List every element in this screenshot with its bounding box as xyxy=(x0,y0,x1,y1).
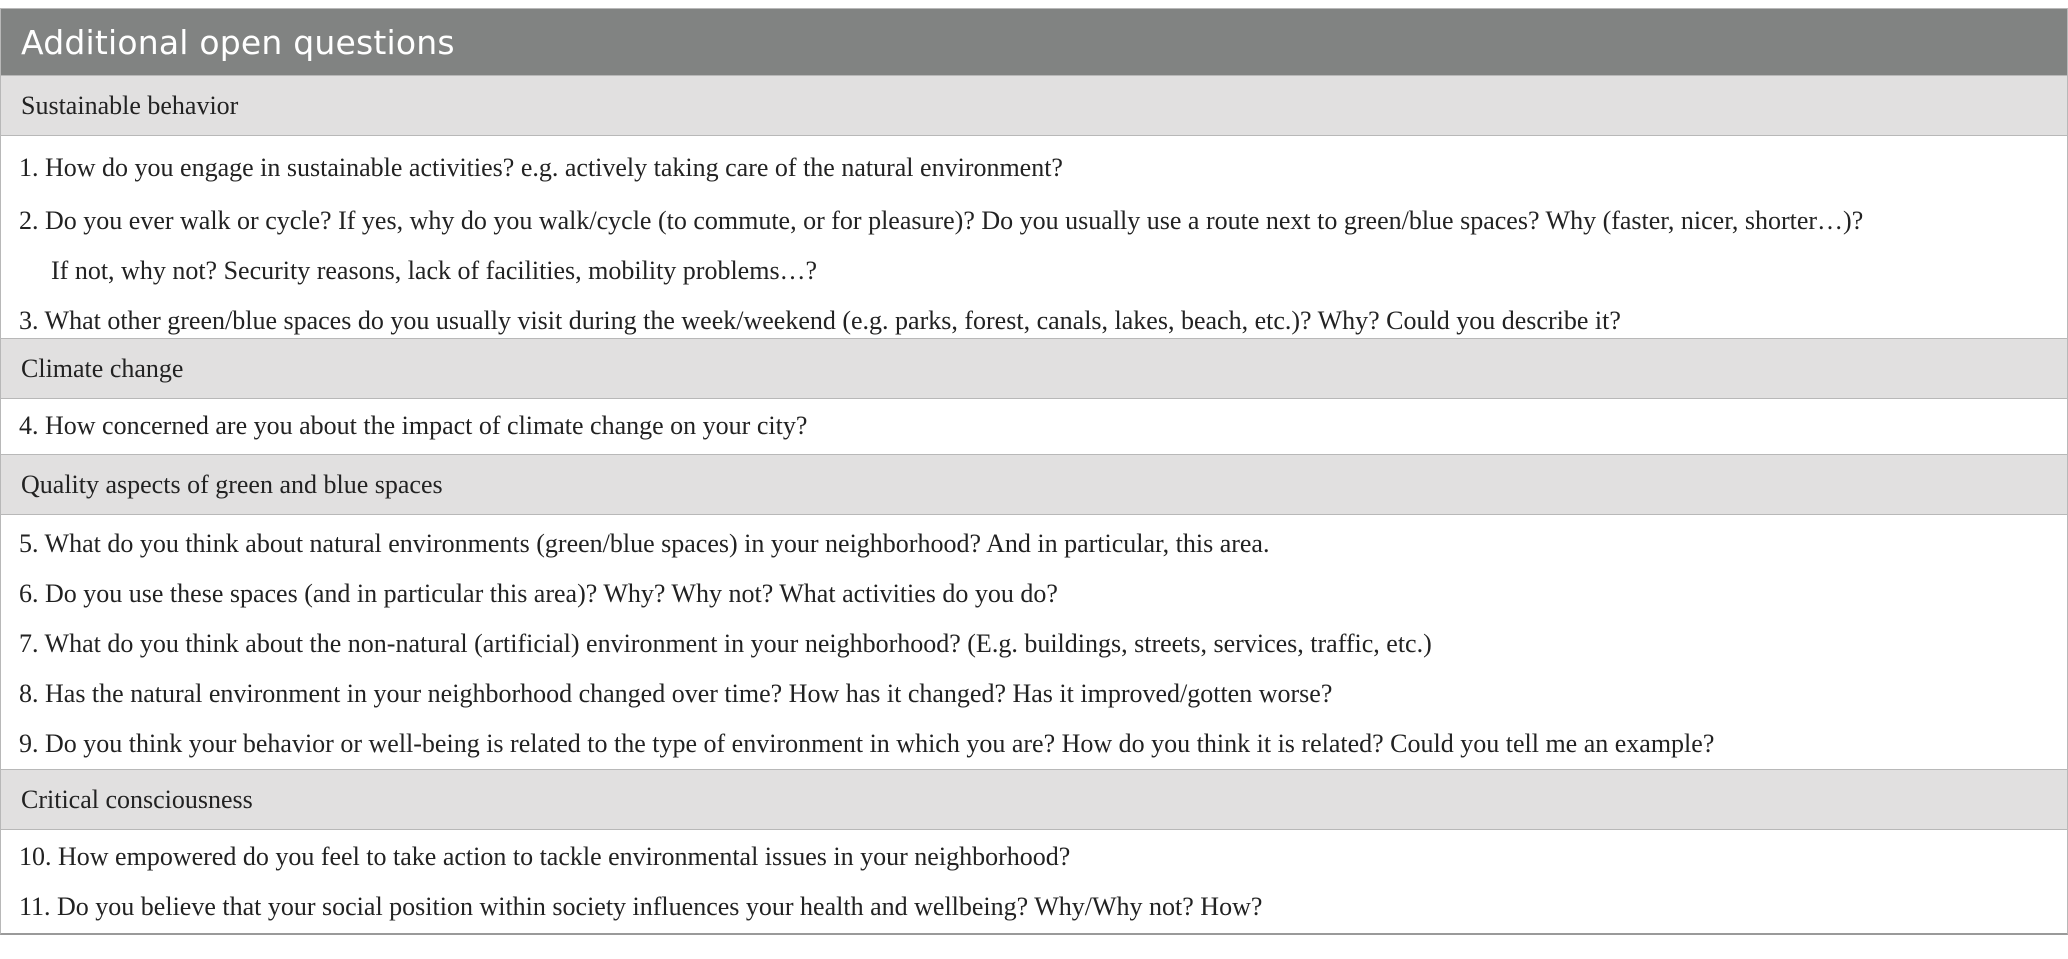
question-row-11: 11. Do you believe that your social position within society influences your health and wellbeing? Why/Why not? How? xyxy=(19,892,1263,921)
question-row-6: 6. Do you use these spaces (and in particular this area)? Why? Why not? What activities do you do? xyxy=(19,579,1058,608)
question-row-2-continuation: If not, why not? Security reasons, lack of facilities, mobility problems…? xyxy=(51,256,818,285)
section-body-critical-consciousness xyxy=(1,830,2067,933)
section-heading-critical-consciousness: Critical consciousness xyxy=(1,769,2067,830)
table-title: Additional open questions xyxy=(21,22,455,62)
question-row-3: 3. What other green/blue spaces do you usually visit during the week/weekend (e.g. parks, forest, canals, lakes, beach, etc.)? Why? Could you describe it? xyxy=(19,306,1621,335)
question-row-1: 1. How do you engage in sustainable activities? e.g. actively taking care of the natural environment? xyxy=(19,153,1063,182)
questions-table xyxy=(0,8,2068,935)
section-heading-climate-change: Climate change xyxy=(1,338,2067,399)
section-body-climate-change xyxy=(1,399,2067,454)
section-body-sustainable-behavior xyxy=(1,136,2067,338)
question-row-10: 10. How empowered do you feel to take action to tackle environmental issues in your neighborhood? xyxy=(19,842,1071,871)
table-title-bar xyxy=(1,9,2067,75)
section-heading-quality-aspects: Quality aspects of green and blue spaces xyxy=(1,454,2067,515)
question-row-2: 2. Do you ever walk or cycle? If yes, why do you walk/cycle (to commute, or for pleasure)? Do you usually use a route next to green/blue spaces? Why (faster, nicer, shorter…)? xyxy=(19,206,1864,235)
question-row-9: 9. Do you think your behavior or well-being is related to the type of environment in which you are? How do you think it is related? Could you tell me an example? xyxy=(19,729,1715,758)
question-row-5: 5. What do you think about natural environments (green/blue spaces) in your neighborhood? And in particular, this area. xyxy=(19,529,1270,558)
question-row-8: 8. Has the natural environment in your neighborhood changed over time? How has it changed? Has it improved/gotten worse? xyxy=(19,679,1333,708)
question-row-7: 7. What do you think about the non-natural (artificial) environment in your neighborhood? (E.g. buildings, streets, services, traffic, etc.) xyxy=(19,629,1432,658)
section-body-quality-aspects xyxy=(1,515,2067,769)
question-row-4: 4. How concerned are you about the impact of climate change on your city? xyxy=(19,411,808,440)
section-heading-sustainable-behavior: Sustainable behavior xyxy=(1,75,2067,136)
